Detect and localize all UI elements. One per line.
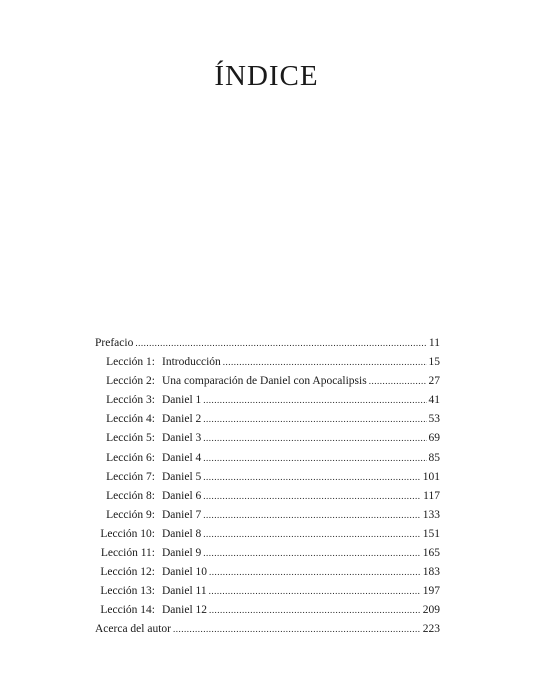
toc-entry-lesson: Lección 13:: [100, 585, 155, 598]
toc-dot-leader: [369, 376, 427, 386]
toc-dot-leader: [203, 548, 420, 558]
toc-entry-title: Daniel 10: [162, 566, 208, 579]
toc-entry-title: Daniel 1: [162, 394, 202, 407]
toc-entry-title: Daniel 4: [162, 451, 202, 464]
toc-entry-leccion-8[interactable]: [95, 490, 440, 509]
toc-dot-leader: [135, 338, 427, 348]
toc-dot-leader: [209, 567, 421, 577]
toc-entry-lesson: Lección 12:: [100, 566, 155, 579]
toc-dot-leader: [223, 357, 427, 367]
toc-entry-leccion-3[interactable]: [95, 394, 440, 413]
toc-entry-page: 183: [422, 566, 440, 579]
toc-entry-leccion-14[interactable]: [95, 604, 440, 623]
toc-entry-page: 151: [422, 527, 440, 540]
toc-entry-title: Una comparación de Daniel con Apocalipsis: [162, 375, 367, 388]
toc-entry-lesson: Lección 10:: [100, 527, 155, 540]
toc-entry-page: 53: [428, 413, 440, 426]
toc-entry-lesson: Lección 14:: [100, 604, 155, 617]
toc-entry-lesson: Lección 2:: [106, 375, 155, 388]
toc-entry-lesson: Lección 11:: [100, 547, 155, 560]
toc-entry-leccion-1[interactable]: [95, 356, 440, 375]
toc-entry-leccion-6[interactable]: [95, 452, 440, 471]
toc-entry-leccion-9[interactable]: [95, 509, 440, 528]
toc-dot-leader: [203, 510, 420, 520]
toc-entry-page: 11: [428, 337, 440, 349]
toc-entry-page: 27: [428, 375, 440, 388]
table-of-contents: [95, 337, 440, 643]
toc-entry-leccion-11[interactable]: [95, 547, 440, 566]
toc-entry-leccion-4[interactable]: [95, 413, 440, 432]
toc-entry-lesson: Lección 3:: [106, 394, 155, 407]
toc-entry-page: 15: [428, 356, 440, 369]
toc-dot-leader: [203, 472, 420, 482]
toc-dot-leader: [209, 586, 421, 596]
toc-entry-page: 197: [422, 585, 440, 598]
toc-entry-leccion-12[interactable]: [95, 566, 440, 585]
toc-entry-title: Prefacio: [95, 337, 134, 349]
toc-entry-page: 41: [428, 394, 440, 407]
toc-entry-title: Daniel 3: [162, 432, 202, 445]
toc-entry-page: 133: [422, 508, 440, 521]
toc-entry-title: Daniel 2: [162, 413, 202, 426]
toc-dot-leader: [203, 414, 426, 424]
toc-dot-leader: [203, 395, 426, 405]
toc-entry-acerca-del-autor[interactable]: [95, 623, 440, 642]
toc-entry-lesson: Lección 8:: [106, 489, 155, 502]
toc-dot-leader: [203, 453, 426, 463]
toc-entry-title: Acerca del autor: [95, 623, 171, 636]
toc-entry-lesson: Lección 6:: [106, 451, 155, 464]
toc-dot-leader: [209, 605, 421, 615]
toc-entry-page: 223: [422, 623, 440, 636]
toc-dot-leader: [203, 529, 420, 539]
toc-entry-title: Daniel 7: [162, 508, 202, 521]
toc-entry-title: Daniel 11: [162, 585, 207, 598]
toc-entry-leccion-13[interactable]: [95, 585, 440, 604]
toc-entry-lesson: Lección 9:: [106, 508, 155, 521]
toc-dot-leader: [173, 624, 421, 634]
toc-dot-leader: [203, 491, 421, 501]
toc-entry-lesson: Lección 4:: [106, 413, 155, 426]
toc-entry-lesson: Lección 1:: [106, 356, 155, 369]
toc-entry-page: 101: [422, 470, 440, 483]
toc-entry-title: Daniel 12: [162, 604, 208, 617]
toc-dot-leader: [203, 433, 426, 443]
page-title: ÍNDICE: [214, 60, 319, 92]
toc-entry-title: Introducción: [162, 356, 221, 369]
toc-entry-leccion-7[interactable]: [95, 471, 440, 490]
toc-entry-prefacio[interactable]: [95, 337, 440, 356]
toc-entry-page: 209: [422, 604, 440, 617]
toc-entry-page: 69: [428, 432, 440, 445]
toc-entry-title: Daniel 9: [162, 547, 202, 560]
toc-entry-leccion-5[interactable]: [95, 432, 440, 451]
toc-entry-title: Daniel 5: [162, 470, 202, 483]
toc-entry-page: 165: [422, 547, 440, 560]
toc-entry-lesson: Lección 7:: [106, 470, 155, 483]
toc-entry-leccion-10[interactable]: [95, 528, 440, 547]
toc-entry-title: Daniel 6: [162, 489, 202, 502]
toc-entry-leccion-2[interactable]: [95, 375, 440, 394]
toc-entry-title: Daniel 8: [162, 527, 202, 540]
toc-entry-lesson: Lección 5:: [106, 432, 155, 445]
toc-entry-page: 117: [423, 489, 440, 502]
toc-entry-page: 85: [428, 451, 440, 464]
